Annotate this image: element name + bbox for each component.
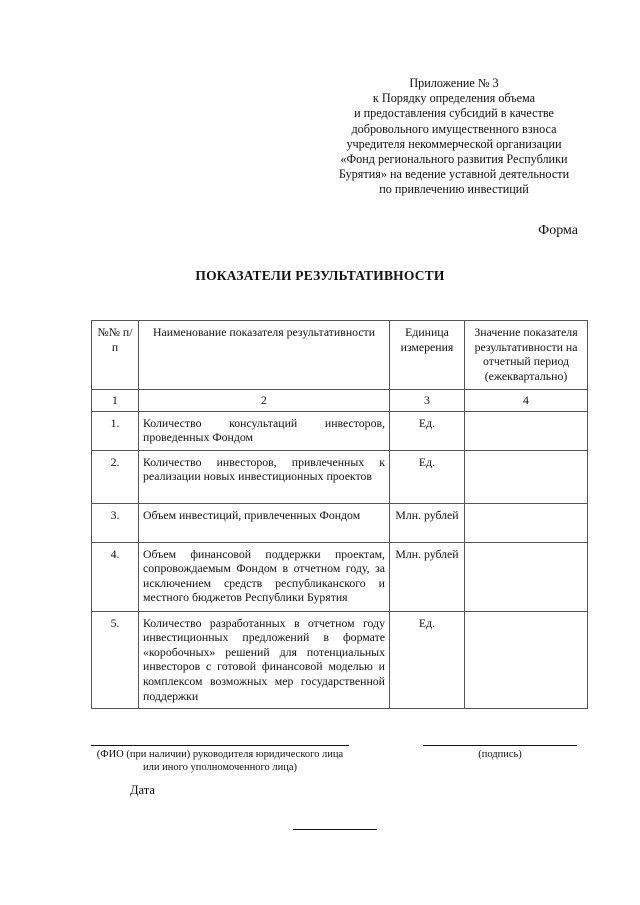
indicator-unit: Ед.: [390, 450, 465, 503]
column-number: 4: [465, 390, 588, 412]
column-number: 2: [139, 390, 390, 412]
indicator-name: Количество инвесторов, привлеченных к реализации новых инвестиционных проектов: [139, 450, 390, 503]
table-row: [92, 411, 588, 450]
indicator-name: Объем инвестиций, привлеченных Фондом: [139, 503, 390, 542]
row-number: 5.: [92, 611, 139, 708]
appendix-line: добровольного имущественного взноса: [351, 121, 557, 136]
indicator-unit: Ед.: [390, 611, 465, 708]
signature-line: [423, 745, 577, 746]
row-number: 1.: [92, 411, 139, 450]
indicator-value-cell[interactable]: [465, 503, 588, 542]
appendix-line: Приложение № 3: [409, 76, 499, 90]
appendix-line: и предоставления субсидий в качестве: [354, 106, 554, 121]
table-row: [92, 611, 588, 708]
indicator-name: Объем финансовой поддержки проектам, сопровождаемым Фондом в отчетном году, за исключением средств республиканского и местного бюджетов Республики Бурятия: [139, 542, 390, 611]
fio-caption-line: или иного уполномоченного лица): [142, 762, 297, 773]
indicator-unit: Млн. рублей: [390, 503, 465, 542]
indicator-value-cell[interactable]: [465, 411, 588, 450]
fio-caption: [91, 748, 349, 774]
signature-caption: (подпись): [478, 749, 522, 760]
column-number: 1: [92, 390, 139, 412]
indicator-unit: Млн. рублей: [390, 542, 465, 611]
header-unit: Единица измерения: [390, 321, 465, 390]
indicator-name: Количество консультаций инвесторов, проведенных Фондом: [139, 411, 390, 450]
table-row: [92, 450, 588, 503]
row-number: 4.: [92, 542, 139, 611]
row-number: 2.: [92, 450, 139, 503]
table-header-row: [92, 321, 588, 390]
appendix-block: [320, 76, 588, 198]
date-label: Дата: [130, 783, 155, 797]
indicator-value-cell[interactable]: [465, 450, 588, 503]
row-number: 3.: [92, 503, 139, 542]
indicator-name: Количество разработанных в отчетном году инвестиционных предложений в формате «коробочных» решений для потенциальных инвесторов с готовой финансовой моделью и комплексом возможных мер государственной поддержки: [139, 611, 390, 708]
header-number: №№ п/п: [92, 321, 139, 390]
appendix-line: учредителя некоммерческой организации: [346, 136, 562, 151]
header-value: Значение показателя результативности на отчетный период (ежеквартально): [465, 321, 588, 390]
fio-signature-line: [91, 745, 349, 746]
document-title: ПОКАЗАТЕЛИ РЕЗУЛЬТАТИВНОСТИ: [195, 268, 445, 283]
indicator-value-cell[interactable]: [465, 611, 588, 708]
column-number: 3: [390, 390, 465, 412]
date-line: [293, 829, 377, 830]
form-label: Форма: [538, 223, 578, 238]
indicators-table: [91, 320, 588, 709]
table-row: [92, 542, 588, 611]
indicator-value-cell[interactable]: [465, 542, 588, 611]
appendix-line: по привлечению инвестиций: [379, 182, 529, 197]
header-indicator-name: Наименование показателя результативности: [139, 321, 390, 390]
appendix-line: «Фонд регионального развития Республики: [340, 152, 568, 167]
appendix-line: Бурятия» на ведение уставной деятельности: [338, 167, 570, 182]
column-number-row: [92, 390, 588, 412]
table-row: [92, 503, 588, 542]
appendix-line: к Порядку определения объема: [372, 91, 536, 106]
indicator-unit: Ед.: [390, 411, 465, 450]
fio-caption-line: (ФИО (при наличии) руководителя юридического лица: [96, 749, 344, 760]
